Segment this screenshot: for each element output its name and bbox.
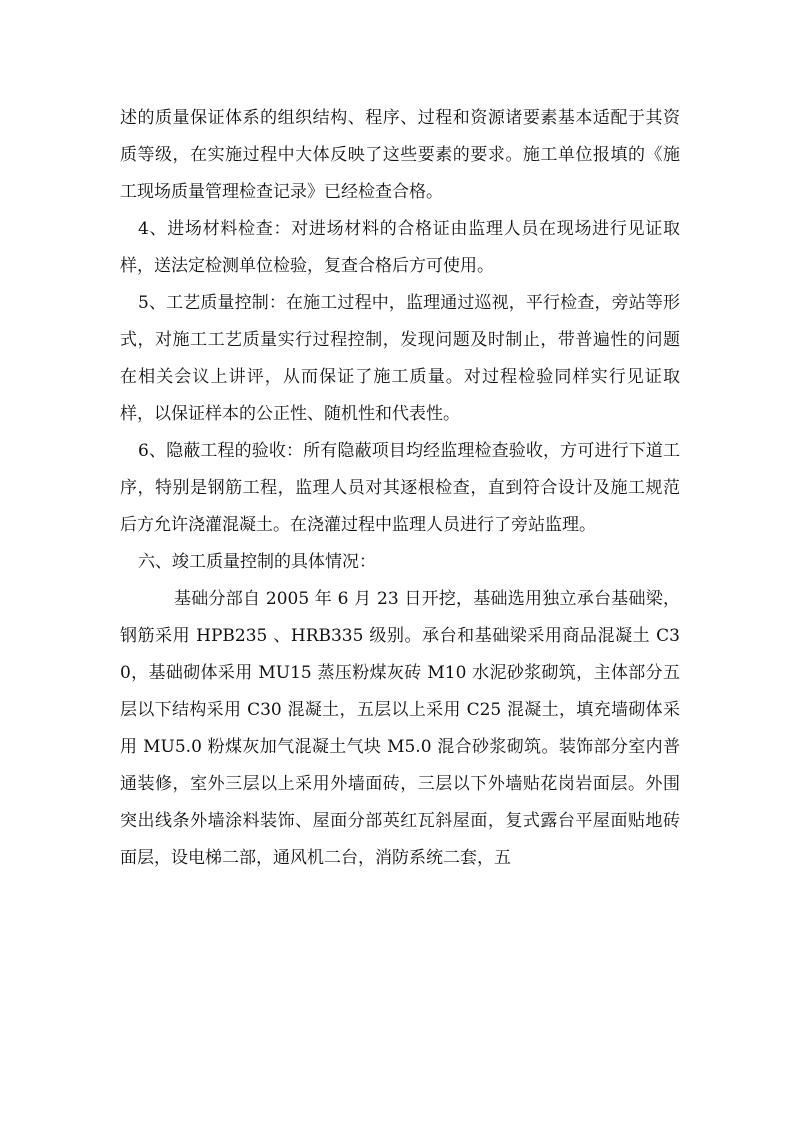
paragraph-foundation-details: 基础分部自 2005 年 6 月 23 日开挖，基础选用独立承台基础梁，钢筋采用 HPB235 、HRB335 级别。承台和基础梁采用商品混凝土 C30，基础砌体采用 MU15 蒸压粉煤灰砖 M10 水泥砂浆砌筑，主体部分五层以下结构采用 C30 混凝土，五层以上采用 C25 混凝土，填充墙砌体采用 MU5.0 粉煤灰加气混凝土气块 M5.0 混合砂浆砌筑。装饰部分室内普通装修，室外三层以上采用外墙面砖，三层以下外墙贴花岗岩面层。外围突出线条外墙涂料装饰、屋面分部英红瓦斜屋面，复式露台平屋面贴地砖面层，设电梯二部，通风机二台，消防系统二套，五: [120, 589, 680, 868]
section-heading-completion-quality: 六、竣工质量控制的具体情况：: [138, 552, 376, 572]
paragraph-quality-system: 述的质量保证体系的组织结构、程序、过程和资源诸要素基本适配于其资质等级，在实施过程中大体反映了这些要素的要求。施工单位报填的《施工现场质量管理检查记录》已经检查合格。: [120, 108, 680, 202]
paragraph-hidden-works-acceptance: 6、隐蔽工程的验收：所有隐蔽项目均经监理检查验收，方可进行下道工序，特别是钢筋工程，监理人员对其逐根检查，直到符合设计及施工规范后方允许浇灌混凝土。在浇灌过程中监理人员进行了旁站监理。: [120, 441, 680, 535]
paragraph-process-quality-control: 5、工艺质量控制：在施工过程中，监理通过巡视，平行检查，旁站等形式，对施工工艺质量实行过程控制，发现问题及时制止，带普遍性的问题在相关会议上讲评，从而保证了施工质量。对过程检验同样实行见证取样，以保证样本的公正性、随机性和代表性。: [120, 293, 680, 424]
paragraph-material-inspection: 4、进场材料检查：对进场材料的合格证由监理人员在现场进行见证取样，送法定检测单位检验，复查合格后方可使用。: [120, 219, 680, 276]
document-body: [120, 100, 680, 877]
